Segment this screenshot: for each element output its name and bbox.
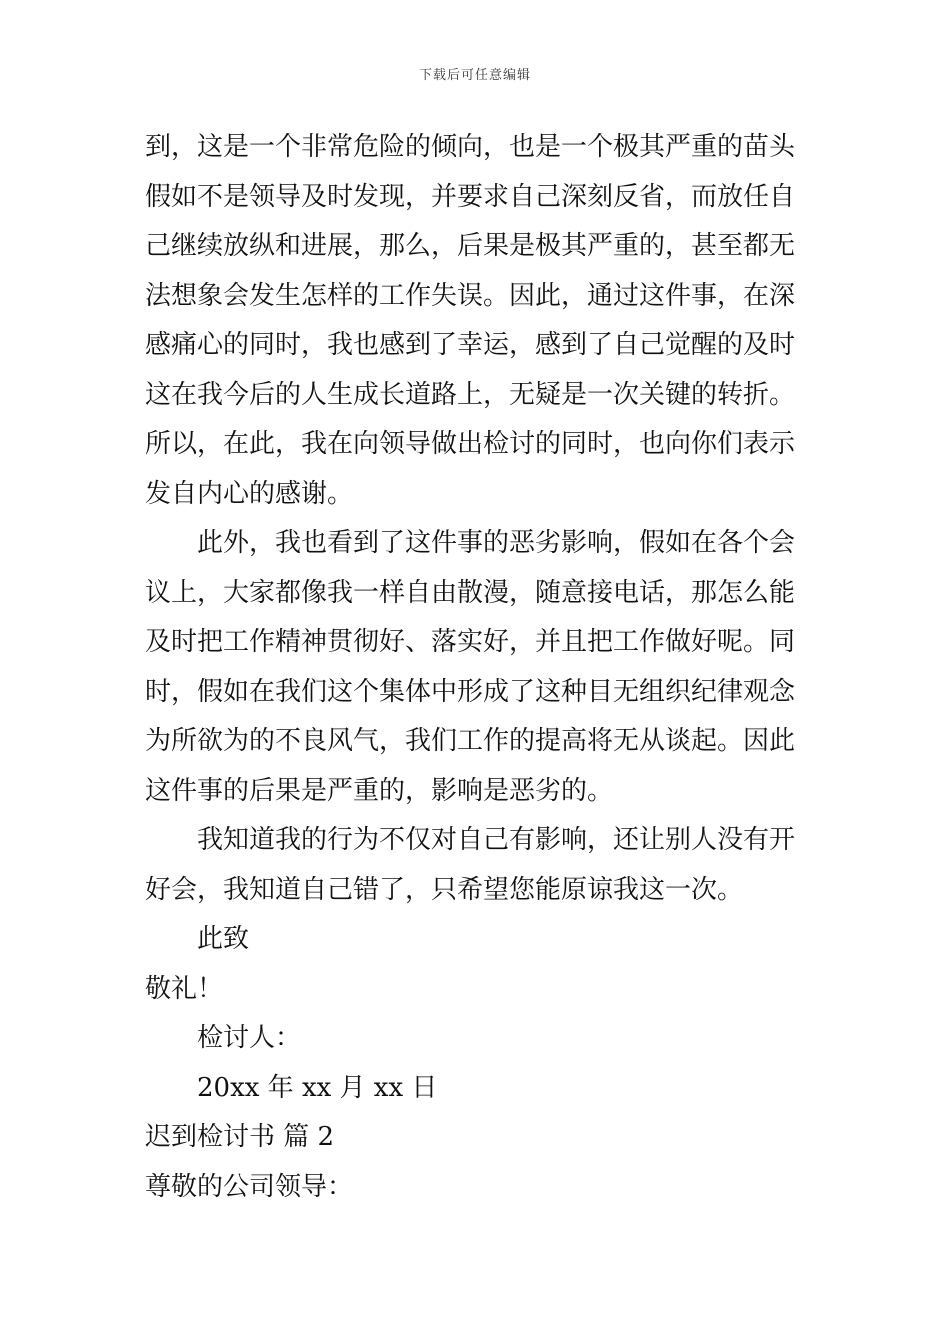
paragraph-3-line: 好会，我知道自己错了，只希望您能原谅我这一次。 <box>145 874 744 905</box>
section-title: 迟到检讨书 篇 2 <box>145 1122 335 1152</box>
paragraph-1-line: 发自内心的感谢。 <box>145 478 354 509</box>
paragraph-1-line: 假如不是领导及时发现，并要求自己深刻反省，而放任自 <box>145 181 796 212</box>
paragraph-1-line: 感痛心的同时，我也感到了幸运，感到了自己觉醒的及时 <box>145 330 796 360</box>
paragraph-2-line: 为所欲为的不良风气，我们工作的提高将无从谈起。因此 <box>145 726 796 756</box>
paragraph-2-line: 及时把工作精神贯彻好、落实好，并且把工作做好呢。同 <box>145 627 796 657</box>
closing-respect: 敬礼！ <box>145 973 224 1004</box>
document-body <box>145 123 810 1212</box>
header-note: 下载后可任意编辑 <box>418 68 531 83</box>
date-line: 20xx 年 xx 月 xx 日 <box>197 1072 438 1103</box>
paragraph-1-line: 己继续放纵和进展，那么，后果是极其严重的，甚至都无 <box>145 231 796 261</box>
signer-label: 检讨人： <box>197 1023 302 1053</box>
paragraph-1-line: 所以，在此，我在向领导做出检讨的同时，也向你们表示 <box>145 429 796 459</box>
paragraph-1-line: 法想象会发生怎样的工作失误。因此，通过这件事，在深 <box>145 280 796 311</box>
paragraph-1-line: 到，这是一个非常危险的倾向，也是一个极其严重的苗头 <box>145 132 796 162</box>
closing-salutation: 此致 <box>197 924 250 954</box>
paragraph-1-line: 这在我今后的人生成长道路上，无疑是一次关键的转折。 <box>145 379 796 410</box>
paragraph-3-line: 我知道我的行为不仅对自己有影响，还让别人没有开 <box>197 825 796 855</box>
paragraph-2-line: 此外，我也看到了这件事的恶劣影响，假如在各个会 <box>197 528 796 558</box>
paragraph-2-line: 时，假如在我们这个集体中形成了这种目无组织纪律观念 <box>145 676 796 707</box>
paragraph-2-line: 议上，大家都像我一样自由散漫，随意接电话，那怎么能 <box>145 577 796 608</box>
paragraph-2-line: 这件事的后果是严重的，影响是恶劣的。 <box>145 775 614 806</box>
section-greeting: 尊敬的公司领导： <box>145 1171 354 1202</box>
